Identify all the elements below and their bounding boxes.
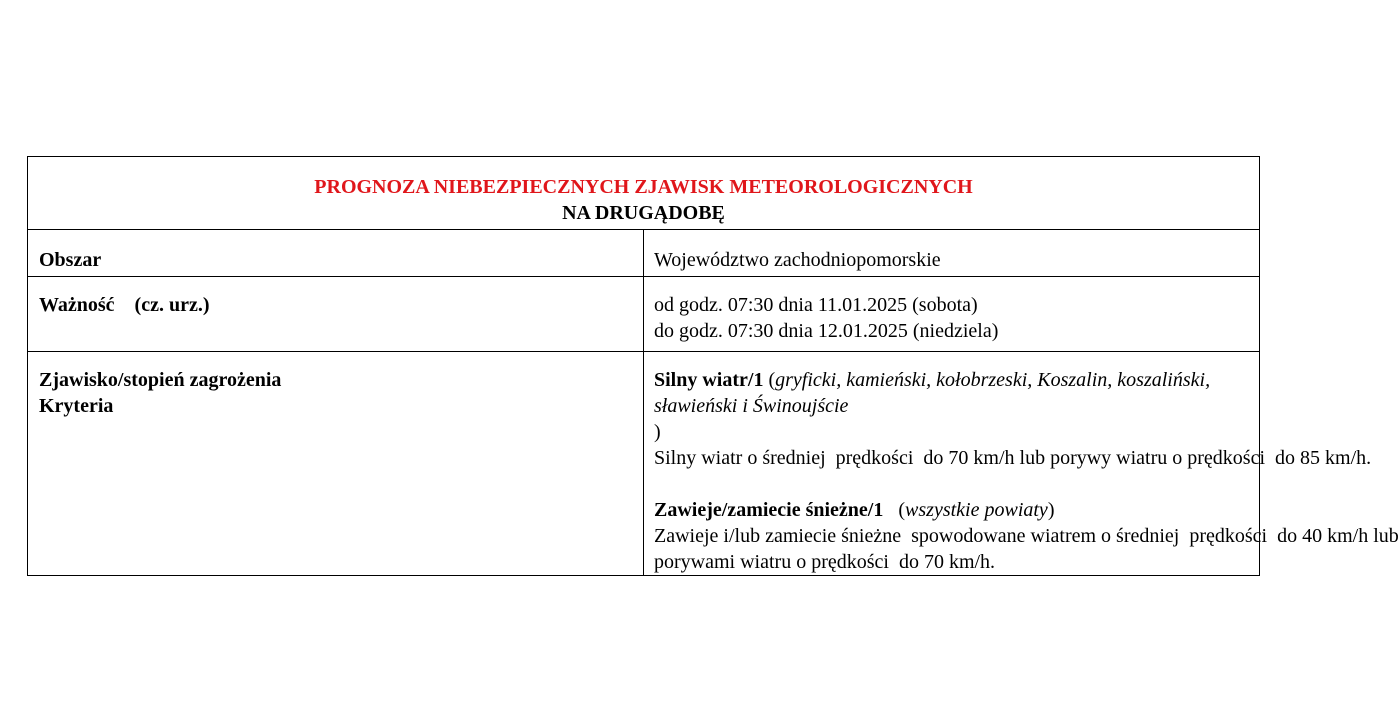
- validity-from: od godz. 07:30 dnia 11.01.2025 (sobota): [654, 294, 978, 316]
- validity-row: [28, 277, 1260, 352]
- area-label: Obszar: [28, 230, 644, 277]
- validity-label: [28, 277, 644, 352]
- wind-warning-regions: gryficki, kamieński, kołobrzeski, Koszalin, koszaliński, sławieński i Świnoujście: [654, 369, 1211, 417]
- phenomenon-label-line1: Zjawisko/stopień zagrożenia: [39, 369, 282, 391]
- validity-label-text: Ważność (cz. urz.): [39, 294, 210, 316]
- wind-warning-description: Silny wiatr o średniej prędkości do 70 km/h lub porywy wiatru o prędkości do 85 km/h.: [654, 447, 1372, 469]
- wind-warning-heading: [654, 367, 1249, 419]
- area-value: Województwo zachodniopomorskie: [644, 230, 1260, 277]
- snow-warning-name: Zawieje/zamiecie śnieżne/1: [654, 499, 884, 521]
- phenomenon-label-line2: Kryteria: [39, 395, 114, 417]
- phenomenon-value: [644, 352, 1399, 576]
- warning-table: [27, 156, 1399, 576]
- snow-open-paren: (: [883, 499, 906, 521]
- snow-close-paren: ): [1047, 499, 1055, 521]
- area-row: [28, 230, 1260, 277]
- wind-close-paren: ): [654, 421, 661, 443]
- snow-warning-regions: wszystkie powiaty: [905, 499, 1048, 521]
- snow-warning-description-line1: Zawieje i/lub zamiecie śnieżne spowodowane wiatrem o średniej prędkości do 40 km/h lub: [654, 525, 1399, 547]
- wind-open-paren: (: [763, 369, 776, 391]
- document-title: PROGNOZA NIEBEZPIECZNYCH ZJAWISK METEOROLOGICZNYCH: [314, 176, 973, 198]
- validity-to: do godz. 07:30 dnia 12.01.2025 (niedziela): [654, 320, 999, 342]
- spacer: [654, 471, 1249, 497]
- title-cell: [28, 157, 1260, 230]
- wind-warning-name: Silny wiatr/1: [654, 369, 764, 391]
- validity-value: [644, 277, 1260, 352]
- document-subtitle: NA DRUGĄDOBĘ: [562, 202, 725, 224]
- phenomenon-label: [28, 352, 644, 576]
- snow-warning-description-line2: porywami wiatru o prędkości do 70 km/h.: [654, 551, 996, 573]
- snow-warning-heading: [654, 497, 1249, 523]
- title-row: [28, 157, 1260, 230]
- phenomenon-row: [28, 352, 1260, 576]
